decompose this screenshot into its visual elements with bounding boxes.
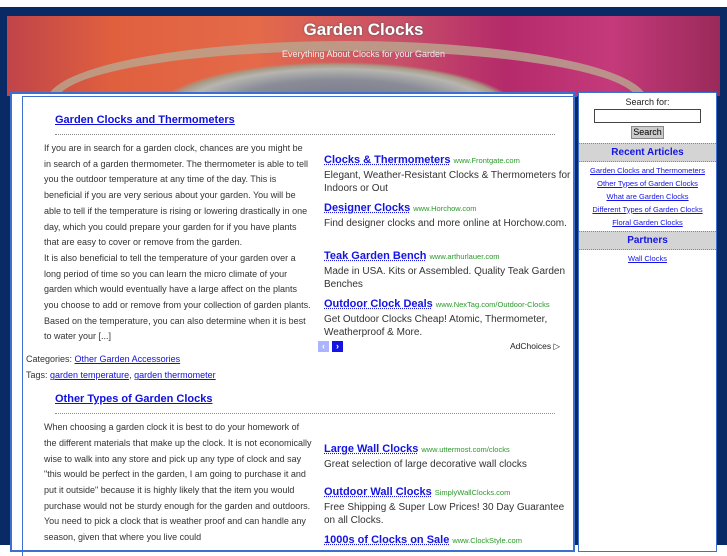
recent-article-link[interactable]: Other Types of Garden Clocks xyxy=(597,178,698,188)
ad-desc: Free Shipping & Super Low Prices! 30 Day Guarantee on all Clocks. xyxy=(324,502,565,526)
tag-link[interactable]: garden temperature xyxy=(50,370,130,381)
category-link[interactable]: Other Garden Accessories xyxy=(74,354,181,365)
ad-url[interactable]: www.ClockStyle.com xyxy=(452,536,522,545)
ad-url[interactable]: SimplyWallClocks.com xyxy=(434,488,511,497)
ad-title[interactable]: Teak Garden Bench xyxy=(324,250,427,262)
ad-title[interactable]: Outdoor Wall Clocks xyxy=(324,486,432,498)
ad-desc: Find designer clocks and more online at Horchow.com. xyxy=(324,218,567,229)
main-content xyxy=(10,92,575,552)
post-body xyxy=(44,141,312,345)
ad-item[interactable] xyxy=(324,150,574,195)
sidebar xyxy=(578,92,717,552)
ad-url[interactable]: www.Frontgate.com xyxy=(453,156,520,165)
post-categories xyxy=(26,351,315,367)
divider xyxy=(55,134,555,135)
ad-title[interactable]: Designer Clocks xyxy=(324,202,411,214)
post-title[interactable]: Other Types of Garden Clocks xyxy=(55,393,213,406)
recent-article-link[interactable]: Garden Clocks and Thermometers xyxy=(590,165,705,175)
ad-url[interactable]: www.NexTag.com/Outdoor-Clocks xyxy=(435,300,550,309)
ad-title[interactable]: Large Wall Clocks xyxy=(324,443,419,455)
site-tagline: Everything About Clocks for your Garden xyxy=(281,49,446,59)
ad-item[interactable] xyxy=(324,530,574,548)
ad-item[interactable] xyxy=(324,439,574,472)
post-body xyxy=(44,420,312,546)
ad-desc: Get Outdoor Clocks Cheap! Atomic, Thermometer, Weatherproof & More. xyxy=(324,314,548,338)
search-label: Search for: xyxy=(625,97,670,107)
post-paragraph: When choosing a garden clock it is best to do your homework of the different materials that make up the clock. It is not economically wise to walk into any store and pick up any type of clock and say "this would be perfect in the garden, I am going to purchase it and put it outside" because it is highly likely that the item you would purchase would not be sturdy enough for the garden and outdoors. You need to pick a clock that is weather proof and can handle any season, given that where you live could xyxy=(44,422,312,543)
post-paragraph: It is also beneficial to tell the temperature of your garden over a long period of time so you can learn the micro climate of your garden which would eventually have a large affect on the plants you choose to add or remove from your collection of garden plants. Based on the temperature, you can also determine when it is best to water your [...] xyxy=(44,252,311,342)
recent-article-link[interactable]: Floral Garden Clocks xyxy=(612,217,683,227)
ad-desc: Made in USA. Kits or Assembled. Quality Teak Garden Benches xyxy=(324,266,566,290)
ad-title[interactable]: Clocks & Thermometers xyxy=(324,154,451,166)
ad-item[interactable] xyxy=(324,198,574,231)
ad-title[interactable]: 1000s of Clocks on Sale xyxy=(324,534,450,546)
adchoices-icon: ▷ xyxy=(553,341,561,351)
adchoices-link[interactable] xyxy=(510,341,560,352)
ad-item[interactable] xyxy=(324,294,574,339)
search-button[interactable]: Search xyxy=(633,126,662,137)
recent-article-link[interactable]: What are Garden Clocks xyxy=(606,191,689,201)
ad-url[interactable]: www.arthurlauer.com xyxy=(429,252,500,261)
ad-desc: Great selection of large decorative wall clocks xyxy=(324,459,527,470)
search-input[interactable] xyxy=(594,109,701,123)
ad-desc: Elegant, Weather-Resistant Clocks & Thermometers for Indoors or Out xyxy=(324,170,571,194)
post-title[interactable]: Garden Clocks and Thermometers xyxy=(55,114,235,126)
post-tags: Tags: garden temperature, garden thermometer xyxy=(26,370,216,381)
divider xyxy=(55,413,555,414)
chevron-right-icon[interactable]: › xyxy=(332,341,343,352)
ad-nav xyxy=(318,341,343,352)
partners-heading: Partners xyxy=(579,231,716,250)
post-paragraph: If you are in search for a garden clock, chances are you might be in search of a garden thermometer. The thermometer is able to tell you the outdoor temperature at any time of the day. This is beneficial if you are very serious about your garden. You will be able to tell if the temperature is rising or lowering drastically in one day, which you could prepare your garden for if you have plants that are easy to cover or remove from the garden. xyxy=(44,143,308,248)
ad-title[interactable]: Outdoor Clock Deals xyxy=(324,298,433,310)
posts-column xyxy=(23,97,315,546)
header-banner xyxy=(7,16,720,96)
adchoices-label: AdChoices xyxy=(510,341,552,351)
ad-url[interactable]: www.uttermost.com/clocks xyxy=(421,445,510,454)
recent-article-link[interactable]: Different Types of Garden Clocks xyxy=(592,204,703,214)
categories-label: Categories: xyxy=(26,354,73,365)
chevron-left-icon[interactable]: ‹ xyxy=(318,341,329,352)
recent-articles-heading: Recent Articles xyxy=(579,143,716,162)
ad-item[interactable] xyxy=(324,482,574,527)
partner-link[interactable]: Wall Clocks xyxy=(628,253,667,263)
content-inner xyxy=(22,96,577,556)
tags-label: Tags: xyxy=(26,370,48,381)
tag-link[interactable]: garden thermometer xyxy=(134,370,216,381)
ad-url[interactable]: www.Horchow.com xyxy=(413,204,477,213)
site-title[interactable]: Garden Clocks xyxy=(303,20,424,39)
ad-item[interactable] xyxy=(324,246,574,291)
